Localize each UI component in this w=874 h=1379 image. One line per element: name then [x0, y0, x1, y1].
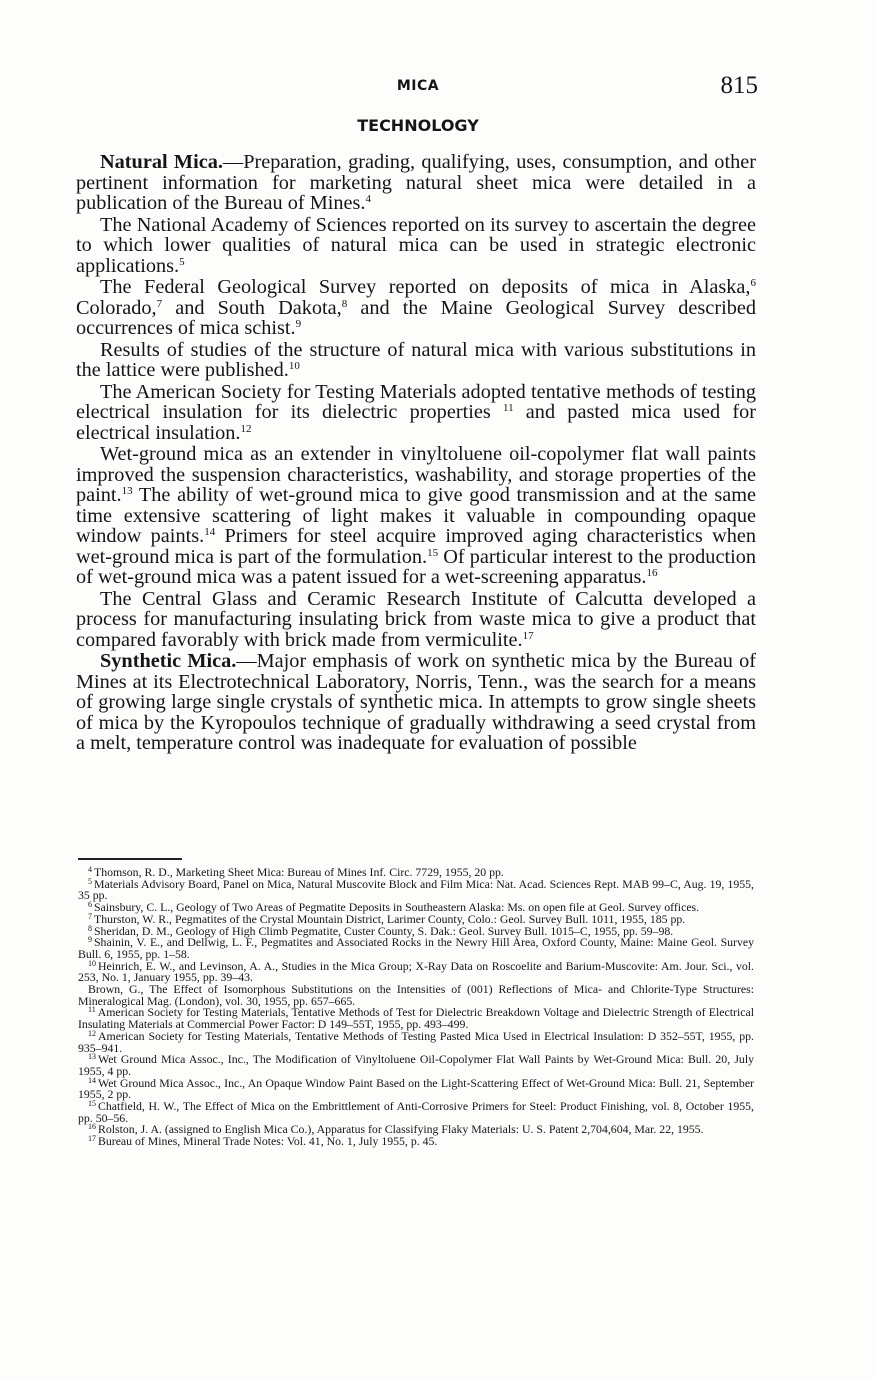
page-header	[78, 72, 758, 102]
paragraph-text: The Federal Geological Survey reported on deposits of mica in Alaska,	[100, 276, 751, 298]
footnote-number: 13	[88, 1052, 96, 1062]
footnote	[78, 1075, 754, 1102]
footnote	[78, 1101, 754, 1124]
footnote-ref: 7	[156, 297, 163, 310]
footnote-text: Materials Advisory Board, Panel on Mica, Natural Muscovite Block and Film Mica: Nat. Acad. Sciences Rept. MAB 99–C, Aug. 19, 1955, 35 pp.	[78, 876, 754, 903]
footnote-number: 9	[88, 935, 92, 945]
footnote-text: Thomson, R. D., Marketing Sheet Mica: Bureau of Mines Inf. Circ. 7729, 1955, 20 pp.	[94, 865, 504, 879]
page-number: 815	[720, 72, 758, 99]
footnote-number: 6	[88, 900, 92, 910]
footnote-ref: 6	[750, 277, 756, 289]
footnote-ref: 10	[288, 360, 300, 372]
footnote-text: Sainsbury, C. L., Geology of Two Areas of Pegmatite Deposits in Southeastern Alaska: Ms. on open file at Geol. Survey offices.	[94, 900, 700, 915]
paragraph-astm	[76, 382, 756, 444]
paragraph-academy	[76, 215, 756, 277]
footnote-text: Heinrich, E. W., and Levinson, A. A., Studies in the Mica Group; X-Ray Data on Roscoelite and Barium-Muscovite: Am. Jour. Sci., vol. 253, No. 1, January 1955, pp. 39–43.	[78, 958, 754, 985]
footnote-number: 15	[88, 1099, 96, 1109]
paragraph-text: Colorado,	[76, 296, 157, 319]
footnote-text: Shainin, V. E., and Dellwig, L. F., Pegmatites and Associated Rocks in the Newry Hill Area, Oxford County, Maine: Maine Geol. Survey Bull. 6, 1955, pp. 1–58.	[78, 935, 754, 961]
footnote-ref: 15	[427, 546, 439, 559]
section-title: TECHNOLOGY	[357, 116, 479, 135]
footnote-text: American Society for Testing Materials, Tentative Methods of Testing Pasted Mica Used in Electrical Insulation: D 352–55T, 1955, pp. 935–941.	[78, 1028, 754, 1055]
paragraph-text: Wet-ground mica as an extender in vinyltoluene oil-copolymer flat wall paints improved the suspension characteristics, washability, and storage properties of the paint.	[76, 443, 756, 506]
footnote-text: Wet Ground Mica Assoc., Inc., An Opaque Window Paint Based on the Light-Scattering Effect of Wet-Ground Mica: Bull. 21, September 1955, 2 pp.	[78, 1075, 754, 1102]
footnote-divider	[78, 858, 182, 860]
body-text	[76, 152, 756, 755]
running-head: MICA	[396, 78, 440, 94]
footnote	[78, 1007, 754, 1030]
footnote-number: 17	[88, 1134, 96, 1144]
footnote-text: Bureau of Mines, Mineral Trade Notes: Vol. 41, No. 1, July 1955, p. 45.	[98, 1134, 438, 1149]
footnote-ref: 12	[240, 422, 252, 435]
footnote-ref: 17	[522, 629, 534, 642]
footnote-number: 8	[88, 923, 92, 933]
footnote-text: Wet Ground Mica Assoc., Inc., The Modification of Vinyltoluene Oil-Copolymer Flat Wall Paints by Wet-Ground Mica: Bull. 20, July 1955, 4 pp.	[78, 1052, 754, 1078]
paragraph-text: —Major emphasis of work on synthetic mica by the Bureau of Mines at its Electrotechnical Laboratory, Norris, Tenn., was the search for a means of growing large single crystals of synthetic mica. In attempts to grow single sheets of mica by the Kyropoulos technique of gradually withdrawing a seed crystal from a melt, temperature control was inadequate for evaluation of possible	[76, 650, 757, 754]
footnote-number: 11	[88, 1005, 96, 1015]
footnote-ref: 14	[204, 526, 216, 538]
footnote	[78, 1136, 754, 1148]
footnote-number: 7	[88, 911, 92, 921]
paragraph-text: —Preparation, grading, qualifying, uses, consumption, and other pertinent information for marketing natural sheet mica were detailed in a publication of the Bureau of Mines.	[76, 151, 756, 214]
footnote-ref: 5	[179, 255, 185, 268]
footnotes	[78, 867, 754, 1148]
footnote-number: 14	[88, 1075, 96, 1085]
footnote	[78, 1028, 754, 1055]
footnote-number: 5	[88, 876, 92, 886]
footnote-text: American Society for Testing Materials, Tentative Methods of Test for Dielectric Breakdown Voltage and Dielectric Strength of Electrical Insulating Materials at Commercial Power Factor: D 149–55T, 1955, pp. 493–499.	[78, 1005, 754, 1032]
run-in-heading: Natural Mica.	[100, 151, 223, 173]
paragraph-calcutta-institute	[76, 589, 756, 651]
paragraph-text: Of particular interest to the production of wet-ground mica was a patent issued for a wet-screening apparatus.	[76, 545, 756, 588]
paragraph-synthetic-mica	[76, 651, 756, 754]
paragraph-geological-survey	[76, 277, 756, 339]
footnote	[78, 937, 754, 960]
footnote-number: 12	[88, 1028, 96, 1038]
footnote-number: 4	[88, 865, 92, 874]
paragraph-text: Primers for steel acquire improved aging characteristics when wet-ground mica is part of the formulation.	[76, 525, 757, 568]
footnote-ref: 13	[121, 485, 133, 497]
paragraph-wet-ground-mica	[76, 444, 756, 588]
footnote-number: 10	[88, 958, 96, 968]
footnote-text: Rolston, J. A. (assigned to English Mica Co.), Apparatus for Classifying Flaky Materials: U. S. Patent 2,704,604, Mar. 22, 1955.	[98, 1122, 704, 1137]
footnote-number: 16	[88, 1122, 96, 1132]
run-in-heading: Synthetic Mica.	[100, 650, 237, 672]
paragraph-natural-mica	[76, 152, 756, 214]
paragraph-text: The National Academy of Sciences reported on its survey to ascertain the degree to which lower qualities of natural mica can be used in strategic electronic applications.	[76, 213, 756, 277]
footnote	[78, 1054, 754, 1077]
paragraph-text: and South Dakota,	[162, 296, 342, 319]
paragraph-text: The American Society for Testing Materials adopted tentative methods of testing electrical insulation for its dielectric properties	[76, 380, 756, 423]
paragraph-text: Results of studies of the structure of natural mica with various substitutions in the lattice were published.	[76, 338, 756, 381]
paragraph-text: The ability of wet-ground mica to give good transmission and at the same time extensive scattering of light makes it valuable in compounding opaque window paints.	[76, 484, 756, 547]
footnote-ref: 16	[646, 567, 658, 579]
footnote	[78, 984, 754, 1007]
footnote-text: Chatfield, H. W., The Effect of Mica on the Embrittlement of Anti-Corrosive Primers for Steel: Product Finishing, vol. 8, October 1955, pp. 50–56.	[78, 1099, 754, 1125]
footnote	[78, 958, 754, 985]
footnote-text: Brown, G., The Effect of Isomorphous Substitutions on the Intensities of (001) Reflections of Mica- and Chlorite-Type Structures: Mineralogical Mag. (London), vol. 30, 1955, pp. 657–665.	[78, 982, 754, 1008]
footnote-ref: 4	[365, 193, 372, 205]
footnote-text: Thurston, W. R., Pegmatites of the Crystal Mountain District, Larimer County, Colo.: Geol. Survey Bull. 1011, 1955, 185 pp.	[94, 911, 686, 926]
paragraph-text: The Central Glass and Ceramic Research Institute of Calcutta developed a process for manufacturing insulating brick from waste mica to give a product that compared favorably with brick made from vermiculite.	[76, 587, 756, 651]
paragraph-text: and pasted mica used for electrical insulation.	[76, 401, 757, 444]
footnote-ref: 9	[295, 318, 302, 330]
paragraph-structure-studies	[76, 340, 756, 381]
footnote-text: Sheridan, D. M., Geology of High Climb Pegmatite, Custer County, S. Dak.: Geol. Survey Bull. 1015–C, 1955, pp. 59–98.	[94, 923, 674, 938]
footnote	[78, 876, 754, 903]
paragraph-text: and the Maine Geological Survey described occurrences of mica schist.	[76, 296, 756, 339]
footnote-ref: 11	[502, 402, 514, 414]
footnote-ref: 8	[341, 297, 348, 310]
